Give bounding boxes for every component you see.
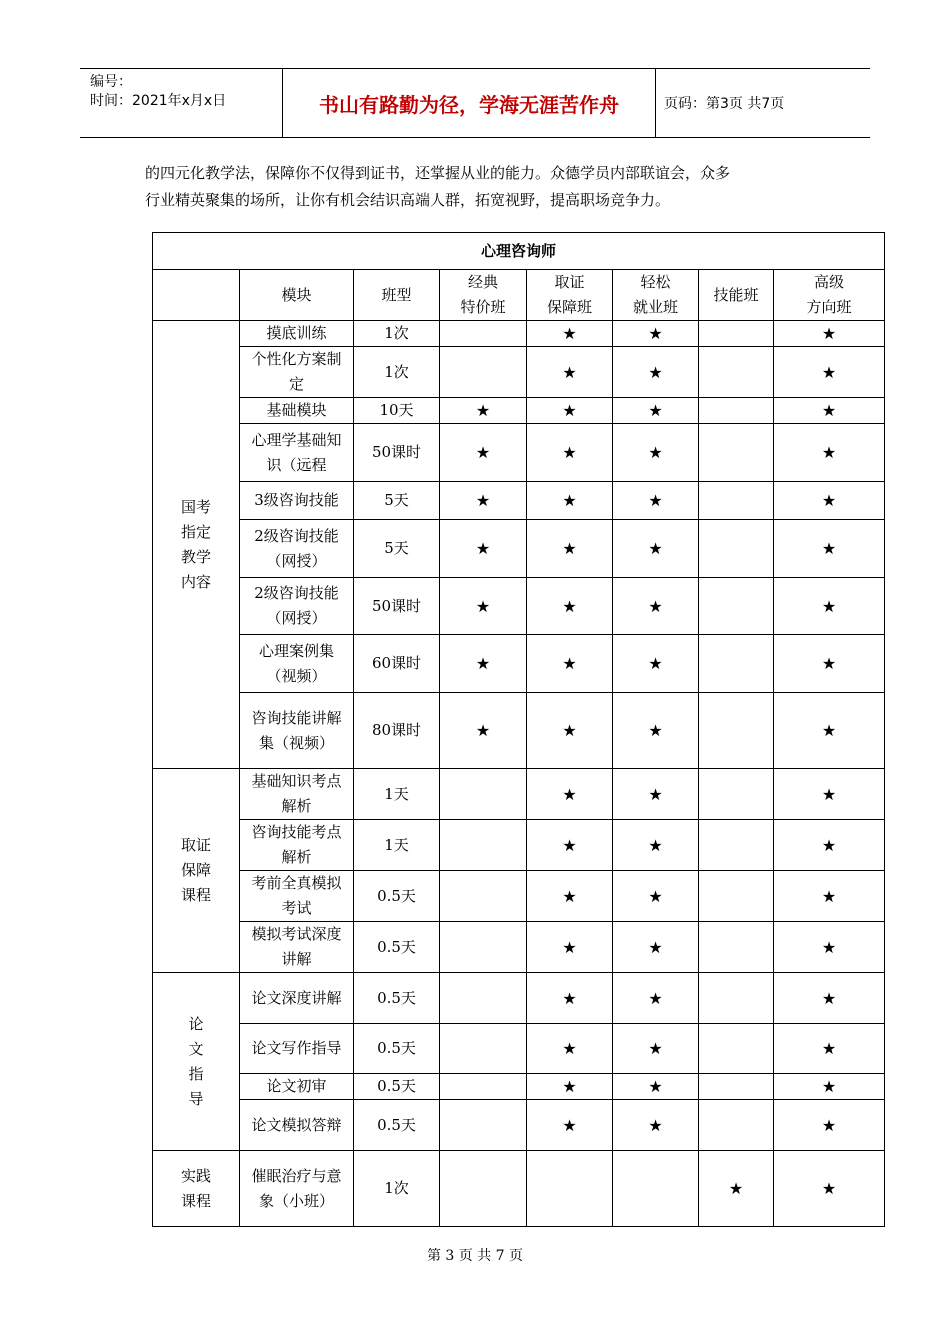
empty-cell xyxy=(699,820,774,871)
star-mark: ★ xyxy=(440,424,527,482)
header-page-info: 页码：第3页 共7页 xyxy=(664,96,785,112)
table-row xyxy=(153,520,885,578)
star-mark: ★ xyxy=(774,578,885,635)
star-mark: ★ xyxy=(699,1151,774,1227)
star-mark: ★ xyxy=(527,1074,613,1100)
header-job-class: 轻松 就业班 xyxy=(613,270,699,321)
group-label-cert: 取证 保障 课程 xyxy=(153,769,240,973)
empty-cell xyxy=(440,347,527,398)
table-row xyxy=(153,347,885,398)
table-row xyxy=(153,922,885,973)
type-cell: 1天 xyxy=(354,769,440,820)
table-row xyxy=(153,871,885,922)
empty-cell xyxy=(699,398,774,424)
page-header xyxy=(80,68,870,138)
star-mark: ★ xyxy=(774,321,885,347)
group-label-thesis: 论 文 指 导 xyxy=(153,973,240,1151)
star-mark: ★ xyxy=(527,973,613,1024)
type-cell: 50课时 xyxy=(354,578,440,635)
star-mark: ★ xyxy=(613,922,699,973)
star-mark: ★ xyxy=(613,1100,699,1151)
table-row xyxy=(153,635,885,693)
type-cell: 1天 xyxy=(354,820,440,871)
empty-cell xyxy=(699,1100,774,1151)
module-cell: 2级咨询技能（网授） xyxy=(240,578,354,635)
number-label: 编号： xyxy=(90,74,132,90)
star-mark: ★ xyxy=(774,635,885,693)
empty-cell xyxy=(699,635,774,693)
star-mark: ★ xyxy=(527,520,613,578)
star-mark: ★ xyxy=(527,635,613,693)
intro-line-1: 的四元化教学法，保障你不仅得到证书，还掌握从业的能力。众德学员内部联谊会，众多 xyxy=(145,164,731,182)
star-mark: ★ xyxy=(774,1024,885,1074)
time-label: 时间：2021年x月x日 xyxy=(90,93,227,109)
empty-cell xyxy=(440,871,527,922)
star-mark: ★ xyxy=(440,635,527,693)
star-mark: ★ xyxy=(613,820,699,871)
star-mark: ★ xyxy=(774,424,885,482)
star-mark: ★ xyxy=(774,1074,885,1100)
table-row xyxy=(153,578,885,635)
header-motto: 书山有路勤为径，学海无涯苦作舟 xyxy=(282,69,656,137)
empty-cell xyxy=(440,1151,527,1227)
empty-cell xyxy=(699,1024,774,1074)
star-mark: ★ xyxy=(774,820,885,871)
empty-cell xyxy=(699,321,774,347)
header-classic-class: 经典 特价班 xyxy=(440,270,527,321)
star-mark: ★ xyxy=(774,922,885,973)
empty-cell xyxy=(440,973,527,1024)
empty-cell xyxy=(699,871,774,922)
table-header-row xyxy=(153,270,885,321)
empty-cell xyxy=(699,693,774,769)
star-mark: ★ xyxy=(613,520,699,578)
star-mark: ★ xyxy=(527,578,613,635)
empty-cell xyxy=(440,1024,527,1074)
type-cell: 0.5天 xyxy=(354,1024,440,1074)
empty-cell xyxy=(699,347,774,398)
star-mark: ★ xyxy=(440,693,527,769)
page-footer: 第 3 页 共 7 页 xyxy=(426,1248,524,1264)
star-mark: ★ xyxy=(440,398,527,424)
empty-cell xyxy=(699,424,774,482)
star-mark: ★ xyxy=(527,922,613,973)
type-cell: 0.5天 xyxy=(354,1074,440,1100)
star-mark: ★ xyxy=(613,693,699,769)
course-table xyxy=(152,232,885,1227)
table-row xyxy=(153,1074,885,1100)
table-row xyxy=(153,693,885,769)
intro-line-2: 行业精英聚集的场所，让你有机会结识高端人群，拓宽视野，提高职场竞争力。 xyxy=(145,191,671,209)
type-cell: 1次 xyxy=(354,321,440,347)
empty-cell xyxy=(440,922,527,973)
module-cell: 心理案例集（视频） xyxy=(240,635,354,693)
star-mark: ★ xyxy=(774,520,885,578)
star-mark: ★ xyxy=(440,520,527,578)
type-cell: 60课时 xyxy=(354,635,440,693)
star-mark: ★ xyxy=(774,347,885,398)
star-mark: ★ xyxy=(527,398,613,424)
header-meta xyxy=(80,69,280,137)
type-cell: 0.5天 xyxy=(354,922,440,973)
type-cell: 1次 xyxy=(354,347,440,398)
module-cell: 2级咨询技能（网授） xyxy=(240,520,354,578)
table-row xyxy=(153,769,885,820)
empty-cell xyxy=(699,520,774,578)
module-cell: 论文初审 xyxy=(240,1074,354,1100)
module-cell: 模拟考试深度讲解 xyxy=(240,922,354,973)
empty-cell xyxy=(699,769,774,820)
star-mark: ★ xyxy=(527,424,613,482)
empty-cell xyxy=(699,578,774,635)
star-mark: ★ xyxy=(527,347,613,398)
empty-cell xyxy=(699,482,774,520)
star-mark: ★ xyxy=(613,321,699,347)
empty-cell xyxy=(699,922,774,973)
header-cert-class: 取证 保障班 xyxy=(527,270,613,321)
type-cell: 80课时 xyxy=(354,693,440,769)
table-row xyxy=(153,1024,885,1074)
module-cell: 论文写作指导 xyxy=(240,1024,354,1074)
header-blank xyxy=(153,270,240,321)
module-cell: 个性化方案制定 xyxy=(240,347,354,398)
module-cell: 基础模块 xyxy=(240,398,354,424)
header-advanced-class: 高级 方向班 xyxy=(774,270,885,321)
star-mark: ★ xyxy=(440,482,527,520)
star-mark: ★ xyxy=(613,398,699,424)
star-mark: ★ xyxy=(774,693,885,769)
type-cell: 5天 xyxy=(354,482,440,520)
header-module: 模块 xyxy=(240,270,354,321)
module-cell: 摸底训练 xyxy=(240,321,354,347)
type-cell: 1次 xyxy=(354,1151,440,1227)
type-cell: 0.5天 xyxy=(354,973,440,1024)
empty-cell xyxy=(440,1074,527,1100)
star-mark: ★ xyxy=(774,871,885,922)
star-mark: ★ xyxy=(774,1100,885,1151)
empty-cell xyxy=(527,1151,613,1227)
table-row xyxy=(153,973,885,1024)
module-cell: 咨询技能考点解析 xyxy=(240,820,354,871)
module-cell: 基础知识考点解析 xyxy=(240,769,354,820)
star-mark: ★ xyxy=(774,1151,885,1227)
empty-cell xyxy=(440,1100,527,1151)
star-mark: ★ xyxy=(613,769,699,820)
table-row xyxy=(153,820,885,871)
table-row xyxy=(153,321,885,347)
empty-cell xyxy=(699,973,774,1024)
type-cell: 0.5天 xyxy=(354,1100,440,1151)
table-row xyxy=(153,424,885,482)
empty-cell xyxy=(440,321,527,347)
table-row xyxy=(153,1151,885,1227)
module-cell: 心理学基础知识（远程 xyxy=(240,424,354,482)
star-mark: ★ xyxy=(613,482,699,520)
type-cell: 50课时 xyxy=(354,424,440,482)
star-mark: ★ xyxy=(613,424,699,482)
star-mark: ★ xyxy=(613,871,699,922)
table-title: 心理咨询师 xyxy=(153,233,885,270)
module-cell: 3级咨询技能 xyxy=(240,482,354,520)
module-cell: 咨询技能讲解集（视频） xyxy=(240,693,354,769)
table-row xyxy=(153,482,885,520)
intro-paragraph xyxy=(145,160,845,214)
table-row xyxy=(153,398,885,424)
star-mark: ★ xyxy=(527,321,613,347)
module-cell: 催眠治疗与意象（小班） xyxy=(240,1151,354,1227)
empty-cell xyxy=(440,769,527,820)
star-mark: ★ xyxy=(613,578,699,635)
star-mark: ★ xyxy=(527,1024,613,1074)
star-mark: ★ xyxy=(613,1074,699,1100)
star-mark: ★ xyxy=(613,635,699,693)
star-mark: ★ xyxy=(613,973,699,1024)
star-mark: ★ xyxy=(527,482,613,520)
empty-cell xyxy=(613,1151,699,1227)
star-mark: ★ xyxy=(774,973,885,1024)
star-mark: ★ xyxy=(774,398,885,424)
star-mark: ★ xyxy=(527,871,613,922)
table-row xyxy=(153,1100,885,1151)
header-type: 班型 xyxy=(354,270,440,321)
star-mark: ★ xyxy=(527,1100,613,1151)
group-label-practice: 实践 课程 xyxy=(153,1151,240,1227)
star-mark: ★ xyxy=(527,769,613,820)
group-label-national: 国考 指定 教学 内容 xyxy=(153,321,240,769)
module-cell: 考前全真模拟考试 xyxy=(240,871,354,922)
star-mark: ★ xyxy=(774,482,885,520)
type-cell: 0.5天 xyxy=(354,871,440,922)
star-mark: ★ xyxy=(613,347,699,398)
star-mark: ★ xyxy=(440,578,527,635)
type-cell: 5天 xyxy=(354,520,440,578)
star-mark: ★ xyxy=(774,769,885,820)
module-cell: 论文模拟答辩 xyxy=(240,1100,354,1151)
header-skill-class: 技能班 xyxy=(699,270,774,321)
type-cell: 10天 xyxy=(354,398,440,424)
empty-cell xyxy=(699,1074,774,1100)
empty-cell xyxy=(440,820,527,871)
module-cell: 论文深度讲解 xyxy=(240,973,354,1024)
star-mark: ★ xyxy=(527,693,613,769)
star-mark: ★ xyxy=(527,820,613,871)
star-mark: ★ xyxy=(613,1024,699,1074)
